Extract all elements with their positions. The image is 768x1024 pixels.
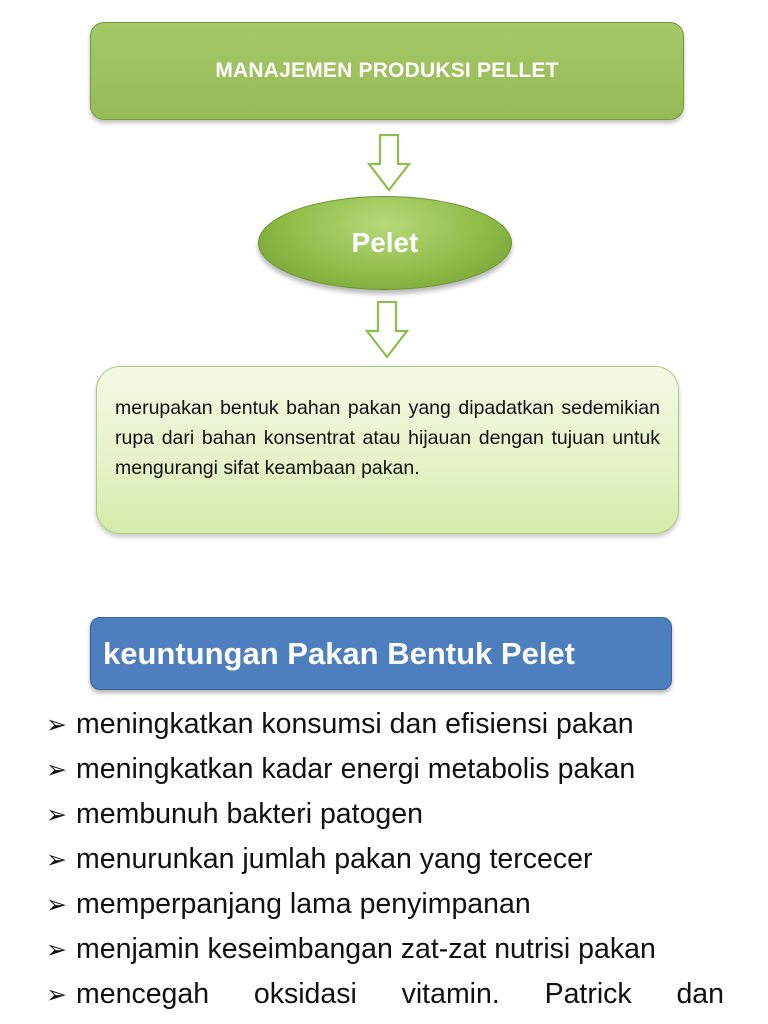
benefits-heading: keuntungan Pakan Bentuk Pelet: [103, 635, 575, 671]
arrow-bullet-icon: ➢: [46, 755, 67, 784]
list-item-text: membunuh bakteri patogen: [76, 798, 423, 830]
list-item: [46, 888, 724, 933]
list-item: [46, 978, 724, 1023]
arrow-bullet-icon: ➢: [46, 935, 67, 964]
down-arrow-icon: [367, 134, 411, 192]
pelet-node: [258, 196, 512, 290]
arrow-bullet-icon: ➢: [46, 845, 67, 874]
list-item: [46, 933, 724, 978]
list-item-text: meningkatkan konsumsi dan efisiensi pakan: [76, 708, 634, 740]
title-box: [90, 22, 684, 120]
word: mencegah: [76, 978, 210, 1010]
list-item-text: meningkatkan kadar energi metabolis pakan: [76, 753, 636, 785]
diagram-title: MANAJEMEN PRODUKSI PELLET: [215, 59, 559, 82]
list-item: [46, 753, 724, 798]
arrow-bullet-icon: ➢: [46, 890, 67, 919]
definition-box: [96, 366, 679, 534]
benefit-list: [46, 708, 724, 1023]
list-item-text: menurunkan jumlah pakan yang tercecer: [76, 843, 593, 875]
list-item-text: memperpanjang lama penyimpanan: [76, 888, 531, 920]
list-item-text: [76, 978, 724, 1011]
word: oksidasi: [253, 978, 357, 1010]
down-arrow-icon: [365, 301, 409, 359]
definition-text: merupakan bentuk bahan pakan yang dipadatkan sedemikian rupa dari bahan konsentrat atau hijauan dengan tujuan untuk mengurangi sifat keambaan pakan.: [115, 397, 660, 479]
word: dan: [676, 978, 724, 1010]
arrow-bullet-icon: ➢: [46, 800, 67, 829]
arrow-bullet-icon: ➢: [46, 980, 67, 1009]
arrow-bullet-icon: ➢: [46, 710, 67, 739]
list-item: [46, 708, 724, 753]
pelet-label: Pelet: [351, 227, 419, 258]
list-item: [46, 843, 724, 888]
word: vitamin.: [401, 978, 500, 1010]
benefits-heading-box: [90, 617, 672, 690]
word: Patrick: [544, 978, 632, 1010]
list-item-text: menjamin keseimbangan zat-zat nutrisi pakan: [76, 933, 656, 965]
list-item: [46, 798, 724, 843]
